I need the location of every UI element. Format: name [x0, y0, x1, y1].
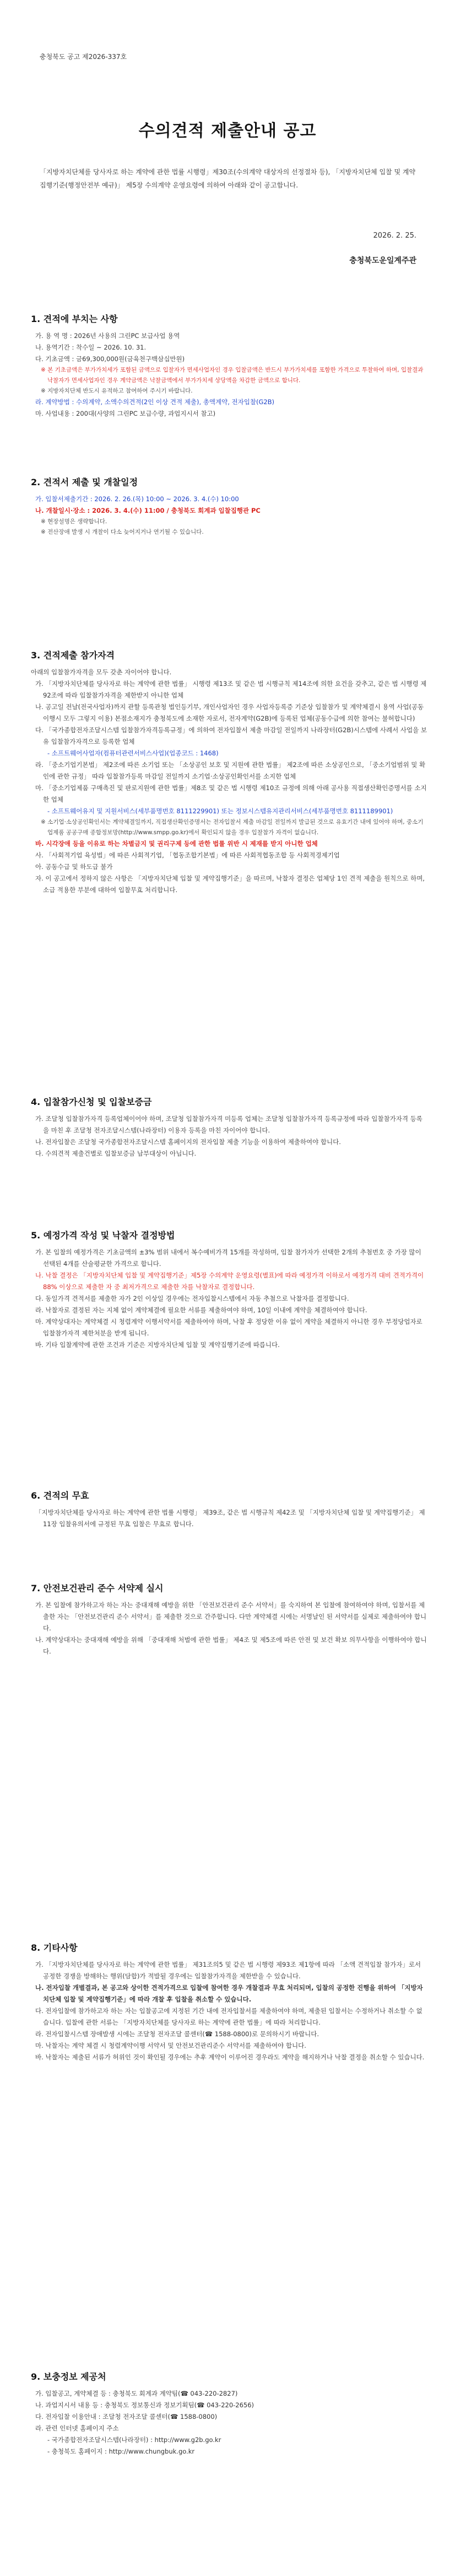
item-submit-period: 가. 입찰서제출기간 : 2026. 2. 26.(목) 10:00 ~ 2026. 3. 4.(수) 10:00	[35, 495, 239, 503]
section-item: 다. 수의견적 제출건별로 입찰보증금 납부대상이 아닙니다.	[35, 1150, 197, 1157]
section-title: 4. 입찰참가신청 및 입찰보증금	[31, 1097, 152, 1107]
section-4	[31, 1095, 427, 1160]
item-service-name: 가. 용 역 명 : 2026년 사용의 그린PC 보급사업 용역	[35, 332, 180, 340]
contact-item: 나. 과업지시서 내용 등 : 충청북도 정보통신과 정보기획팀(☎ 043-220-2656)	[35, 2401, 254, 2409]
item-service-period: 나. 용역기간 : 착수일 ~ 2026. 10. 31.	[35, 344, 147, 351]
website-link[interactable]: - 국가종합전자조달시스템(나라장터) : http://www.g2b.go.kr	[47, 2436, 221, 2444]
notice-date: 2026. 2. 25.	[373, 232, 416, 240]
section-title: 2. 견적서 제출 및 개찰일정	[31, 477, 138, 487]
contact-item: 가. 입찰공고, 계약체결 등 : 충청북도 회계과 계약팀(☎ 043-220-2827)	[35, 2390, 238, 2397]
item-base-price: 다. 기초금액 : 금69,300,000원(금육천구백삼십만원)	[35, 355, 185, 363]
qualification-item: 사. 「사회적기업 육성법」에 따른 사회적기업, 「협동조합기본법」에 따른 사회적협동조합 등 사회적경제기업	[35, 851, 340, 859]
section-title: 3. 견적제출 참가자격	[31, 650, 115, 661]
qualification-item: 다. 「국가종합전자조달시스템 입찰참가자격등록규정」에 의하여 전자입찰서 제출 마감일 전일까지 나라장터(G2B)시스템에 사례서 사업을 보유 입찰참가자격으로 등록한 업체	[35, 726, 427, 745]
section-item: 바. 기타 입찰계약에 관한 조건과 기준은 지방자치단체 입찰 및 계약집행기준에 따릅니다.	[35, 1341, 280, 1349]
section-title: 5. 예정가격 작성 및 낙찰자 결정방법	[31, 1230, 175, 1241]
section-item: 나. 계약상대자는 중대재해 예방을 위해 「중대재해 처벌에 관한 법률」 제4조 및 제5조에 따른 안전 및 보건 확보 의무사항을 이행하여야 합니다.	[35, 1636, 427, 1655]
section-title: 9. 보충정보 제공처	[31, 2371, 106, 2382]
note-vat: ※ 본 기초금액은 부가가치세가 포함된 금액으로 입찰자가 면세사업자인 경우 입찰금액은 반드시 부가가치세를 포함한 가격으로 투찰하여 하며, 입찰결과 낙찰자가 면세사업자인 경우 계약금액은 낙찰금액에서 부가가치세 상당액을 차감한 금액으로 합니다.	[41, 367, 424, 384]
qualification-item: 바. 시각장애 등을 이유로 하는 차별금지 및 권리구제 등에 관한 법률 위반 시 제재를 받지 아니한 업체	[35, 840, 318, 847]
section-title: 8. 기타사항	[31, 1942, 78, 1953]
section-2	[31, 475, 427, 538]
section-item: 나. 전자입찰 개별결과, 본 공고와 상이한 견적가격으로 입찰에 참여한 경우 개찰결과 무효 처리되며, 입찰의 공정한 진행을 위하여 「지방자치단체 입찰 및 계약집행기준」에 따라 개찰 후 입찰을 취소할 수 있습니다.	[35, 1984, 423, 2003]
qualification-subitem: - 소프트웨어유지 및 지원서비스(세부품명번호 8111229901) 또는 정보시스템유지관리서비스(세부품명번호 8111189901)	[47, 807, 393, 815]
issuer: 충청북도운일계주관	[349, 256, 416, 265]
page-title: 수의견적 제출안내 공고	[138, 121, 317, 141]
section-item: 라. 전자입찰시스템 장애발생 시에는 조달청 전자조달 콜센터(☎ 1588-0800)로 문의하시기 바랍니다.	[35, 2030, 319, 2038]
note-system-failure: ※ 전산장애 발생 시 개찰이 다소 늦어지거나 연기될 수 있습니다.	[41, 529, 204, 535]
note-participation: ※ 지방자치단체 반도시 유적하고 참여하여 주시기 바랍니다.	[41, 388, 193, 394]
qualification-item: 가. 「지방자치단체를 당사자로 하는 계약에 관한 법률」 시행령 제13조 및 같은 법 시행규칙 제14조에 의한 요건을 갖추고, 같은 법 시행령 제92조에 따라 입찰참가자격을 제한받지 아니한 업체	[35, 680, 427, 699]
section-item: 「지방자치단체를 당사자로 하는 계약에 관한 법률 시행령」 제39조, 같은 법 시행규칙 제42조 및 「지방자치단체 입찰 및 계약집행기준」 제11장 입찰유의서에 규정된 무효 입찰은 무효로 합니다.	[35, 1509, 425, 1528]
section-title: 1. 견적에 부치는 사항	[31, 314, 118, 324]
notice-number: 충청북도 공고 제2026-337호	[40, 53, 127, 61]
section-item: 가. 조달청 입찰참가자격 등록업체이어야 하며, 조달청 입찰참가자격 미등록 업체는 조달청 입찰참가자격 등록규정에 따라 입찰참가자격 등록을 마친 후 조달청 전자조달시스템(나라장터) 이용자 등록을 마친 자이어야 합니다.	[35, 1115, 422, 1134]
section-8	[31, 1941, 427, 2063]
section-item: 바. 낙찰자는 제출된 서류가 허위인 것이 확인될 경우에는 추후 계약이 이루어진 경우라도 계약을 해지하거나 낙찰 결정을 취소할 수 있습니다.	[35, 2053, 425, 2061]
section-item: 마. 계약상대자는 계약체결 시 청렴계약 이행서약서를 제출하여야 하며, 낙찰 후 정당한 이유 없이 계약을 체결하지 아니한 경우 부정당업자로 입찰참가자격 제한처분을 받게 됩니다.	[35, 1318, 422, 1337]
qualification-item: 나. 공고일 전날(전국사업자)까지 관할 등록관청 법인등기부, 개인사업자인 경우 사업자등록증 기준상 입찰참가 및 계약체결시 용역 사업(공동이행시 모두 그렇지 이용) 본점소재지가 충청북도에 소재한 자로서, 전자계약(G2B)에 등록된 업체(공동수급에 의한 참여는 불허합니다)	[35, 703, 424, 722]
note-briefing: ※ 현장설명은 생략합니다.	[41, 518, 107, 525]
intro-paragraph: 「지방자치단체를 당사자로 하는 계약에 관한 법률 시행령」제30조(수의계약 대상자의 선정절차 등), 「지방자치단체 입찰 및 계약집행기준(행정안전부 예규)」 제5장 수의계약 운영요령에 의하여 아래와 같이 공고합니다.	[40, 168, 416, 189]
qualification-item: 아. 공동수급 및 하도급 불가	[35, 863, 113, 871]
qualification-item: 라. 「중소기업기본법」 제2조에 따른 소기업 또는 「소상공인 보호 및 지원에 관한 법률」 제2조에 따른 소상공인으로, 「중소기업범위 및 확인에 관한 규정」 따라 입찰참가등록 마감일 전일까지 소기업·소상공인확인서를 소지한 업체	[35, 761, 426, 780]
section-item: 가. 본 입찰의 예정가격은 기초금액의 ±3% 범위 내에서 복수예비가격 15개를 작성하며, 입찰 참가자가 선택한 2개의 추첨번호 중 가장 많이 선택된 4개를 산술평균한 가격으로 합니다.	[35, 1248, 421, 1268]
section-3	[31, 648, 427, 896]
section-item: 가. 「지방자치단체를 당사자로 하는 계약에 관한 법률」 제31조의5 및 같은 법 시행령 제93조 제1항에 따라 「소액 견적입찰 참가자」로서 공정한 경쟁을 방해하는 행위(담합)가 적발될 경우에는 입찰참가자격을 제한받을 수 있습니다.	[35, 1961, 421, 1980]
qualification-subitem: - 소프트웨어사업자(컴퓨터관련서비스사업)(업종코드 : 1468)	[47, 749, 219, 757]
item-contract-method: 라. 계약방법 : 수의계약, 소액수의견적(2인 이상 견적 제출), 총액계약, 전자입찰(G2B)	[35, 398, 275, 406]
section-item: 마. 낙찰자는 계약 체결 시 청렴계약이행 서약서 및 안전보건관리준수 서약서를 제출하여야 합니다.	[35, 2042, 306, 2049]
section-item: 나. 전자입찰은 조달청 국가종합전자조달시스템 홈페이지의 전자입찰 제출 기능을 이용하여 제출하여야 합니다.	[35, 1138, 341, 1146]
section-title: 7. 안전보건관리 준수 서약제 실시	[31, 1583, 164, 1593]
qualification-lead: 아래의 입찰참가자격을 모두 갖춘 자이어야 합니다.	[31, 668, 172, 676]
section-item: 라. 낙찰자로 결정된 자는 지체 없이 계약체결에 필요한 서류를 제출하여야 하며, 10일 이내에 계약을 체결하여야 합니다.	[35, 1306, 367, 1314]
section-5	[31, 1228, 427, 1351]
section-title: 6. 견적의 무효	[31, 1490, 89, 1501]
qualification-item: 자. 이 공고에서 정하지 않은 사항은 「지방자치단체 입찰 및 계약집행기준」을 따르며, 낙찰자 결정은 업체당 1인 견적 제출을 원칙으로 하며, 소급 적용한 부분에 대하여 입찰무효 처리합니다.	[35, 874, 425, 894]
section-item: 가. 본 입찰에 참가하고자 하는 자는 중대재해 예방을 위한 「안전보건관리 준수 서약서」를 숙지하여 본 입찰에 참여하여야 하며, 입찰서를 제출한 자는 「안전보건관리 준수 서약서」를 제출한 것으로 간주합니다. 다만 계약체결 시에는 서명날인 된 서약서를 실제로 제출하여야 합니다.	[35, 1601, 427, 1632]
section-1	[31, 312, 427, 420]
section-9	[31, 2370, 427, 2457]
section-6	[31, 1489, 427, 1530]
item-project-content: 마. 사업내용 : 200대(사양의 그린PC 보급수량, 과업지시서 참고)	[35, 410, 216, 417]
section-item: 다. 전자입찰에 참가하고자 하는 자는 입찰공고에 지정된 기간 내에 전자입찰서를 제출하여야 하며, 제출된 입찰서는 수정하거나 취소할 수 없습니다. 입찰에 관한 서류는 「지방자치단체를 당사자로 하는 계약에 관한 법률」에 따라 처리합니다.	[35, 2007, 422, 2026]
website-link[interactable]: - 충청북도 홈페이지 : http://www.chungbuk.go.kr	[47, 2448, 195, 2455]
contact-item: 라. 관련 인터넷 홈페이지 주소	[35, 2424, 119, 2432]
item-opening: 나. 개찰일시·장소 : 2026. 3. 4.(수) 11:00 / 충청북도 회계과 입찰집행관 PC	[35, 507, 261, 514]
section-item: 나. 낙찰 결정은 「지방자치단체 입찰 및 계약집행기준」제5장 수의계약 운영요령(별표)에 따라 예정가격 이하로서 예정가격 대비 견적가격이 88% 이상으로 제출한 자 중 최저가격으로 제출한 자를 낙찰자로 결정합니다.	[35, 1271, 424, 1291]
qualification-item: 마. 「중소기업제품 구매촉진 및 판로지원에 관한 법률」제8조 및 같은 법 시행령 제10조 규정에 의해 아래 공사용 직접생산확인증명서를 소지한 업체	[35, 784, 427, 803]
contact-item: 다. 전자입찰 이용안내 : 조달청 전자조달 콜센터(☎ 1588-0800)	[35, 2413, 218, 2421]
section-7	[31, 1581, 427, 1657]
qualification-note: ※ 소기업·소상공인확인서는 계약체결일까지, 직접생산확인증명서는 전자입찰서 제출 마감일 전일까지 발급된 것으로 유효기간 내에 있어야 하며, 중소기업제품 공공구매 종합정보망(http://www.smpp.go.kr)에서 확인되지 않을 경우 입찰참가 자격이 없습니다.	[41, 819, 424, 836]
section-item: 다. 동일가격 견적서를 제출한 자가 2인 이상일 경우에는 전자입찰시스템에서 자동 추첨으로 낙찰자를 결정합니다.	[35, 1295, 349, 1302]
